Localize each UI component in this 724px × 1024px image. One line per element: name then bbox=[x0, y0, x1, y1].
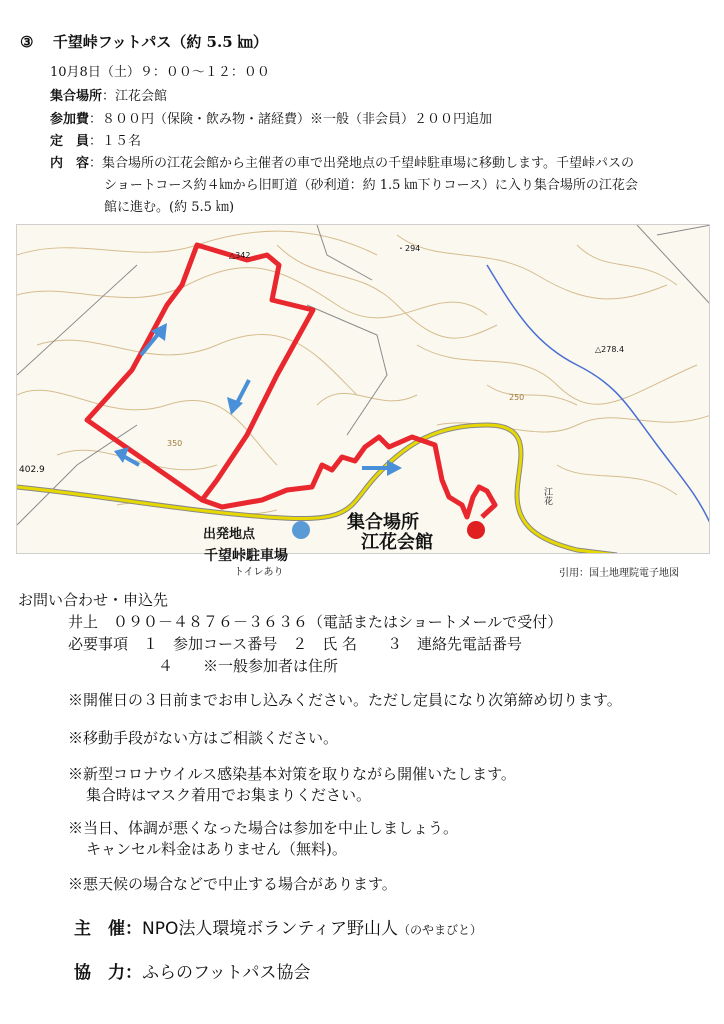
note-health: ※当日、体調が悪くなった場合は参加を中止しましょう。 bbox=[68, 819, 459, 837]
coop-name: ふらのフットパス協会 bbox=[142, 963, 311, 983]
meeting-point-marker bbox=[467, 521, 485, 539]
contour-label-350: 350 bbox=[167, 439, 183, 448]
event-datetime: 10月8日（土）９：００～１２：００ bbox=[50, 65, 270, 80]
contour-lines bbox=[17, 231, 710, 514]
host-name: NPO法人環境ボランティア野山人 bbox=[142, 919, 398, 939]
content-label: 内 容 bbox=[50, 156, 90, 171]
coop-row bbox=[74, 962, 310, 984]
content-line-2: ショートコース約４㎞から旧町道（砂利道：約 1.5 ㎞下りコース）に入り集合場所の江花会 bbox=[104, 178, 638, 193]
walking-route bbox=[87, 245, 495, 517]
contact-phone: 井上 ０９０－４８７６－３６３６（電話またはショートメールで受付） bbox=[68, 613, 563, 631]
note-covid: ※新型コロナウイルス感染基本対策を取りながら開催いたします。 bbox=[68, 765, 516, 783]
host-row bbox=[74, 918, 482, 941]
host-label: 主 催： bbox=[74, 919, 142, 939]
section-number: ③ bbox=[20, 33, 34, 51]
route-map bbox=[16, 224, 710, 554]
meeting-label: 集合場所 bbox=[50, 89, 103, 104]
note-health-fee: キャンセル料金はありません（無料)。 bbox=[86, 840, 347, 858]
fee-value: ：８００円（保険・飲み物・諸経費）※一般（非会員）２００円追加 bbox=[89, 112, 493, 127]
capacity-value: ：１５名 bbox=[89, 134, 142, 149]
start-label-line2: 千望峠駐車場 bbox=[204, 548, 288, 564]
place-label-ehana: 江花 bbox=[542, 487, 552, 505]
coop-label: 協 力： bbox=[74, 963, 142, 983]
start-label-line1: 出発地点 bbox=[203, 527, 256, 542]
elevation-label-402: 402.9 bbox=[19, 465, 45, 475]
note-transport: ※移動手段がない方はご相談ください。 bbox=[68, 729, 339, 747]
tracks bbox=[17, 225, 710, 525]
required-items-line2: ４ ※一般参加者は住所 bbox=[158, 657, 339, 675]
note-weather: ※悪天候の場合などで中止する場合があります。 bbox=[68, 875, 397, 893]
capacity-label: 定 員 bbox=[50, 134, 90, 149]
elevation-label-278: △278.4 bbox=[595, 345, 625, 354]
section-heading bbox=[20, 32, 268, 52]
map-credit: 引用：国土地理院電子地図 bbox=[559, 568, 679, 579]
fee-row bbox=[50, 111, 492, 129]
host-reading: （のやまびと） bbox=[398, 923, 483, 937]
content-line-1: ：集合場所の江花会館から主催者の車で出発地点の千望峠駐車場に移動します。千望峠パスの bbox=[89, 156, 634, 171]
main-road bbox=[17, 425, 617, 554]
capacity-row bbox=[50, 133, 141, 151]
note-deadline: ※開催日の３日前までお申し込みください。ただし定員になり次第締め切ります。 bbox=[68, 691, 622, 709]
content-row bbox=[50, 155, 634, 173]
meeting-label-line1: 集合場所 bbox=[347, 512, 419, 533]
required-items-line1: 必要事項 １ 参加コース番号 ２ 氏 名 ３ 連絡先電話番号 bbox=[68, 635, 523, 653]
contour-label-250: 250 bbox=[509, 393, 525, 402]
meeting-row bbox=[50, 88, 167, 106]
meeting-label-line2: 江花会館 bbox=[361, 532, 433, 553]
content-line-3: 館に進む。(約 5.5 ㎞) bbox=[104, 200, 235, 215]
elevation-label-294: ・294 bbox=[397, 244, 421, 253]
elevation-label-342: △342 bbox=[229, 251, 251, 260]
section-title: 千望峠フットパス（約 5.5 ㎞） bbox=[52, 33, 268, 51]
start-point-marker bbox=[292, 521, 310, 539]
route-map-svg bbox=[17, 225, 710, 554]
contact-heading: お問い合わせ・申込先 bbox=[18, 591, 169, 609]
note-covid-mask: 集合時はマスク着用でお集まりください。 bbox=[86, 786, 372, 804]
fee-label: 参加費 bbox=[50, 112, 90, 127]
meeting-value: ：江花会館 bbox=[102, 89, 168, 104]
toilet-note: トイレあり bbox=[234, 567, 284, 578]
